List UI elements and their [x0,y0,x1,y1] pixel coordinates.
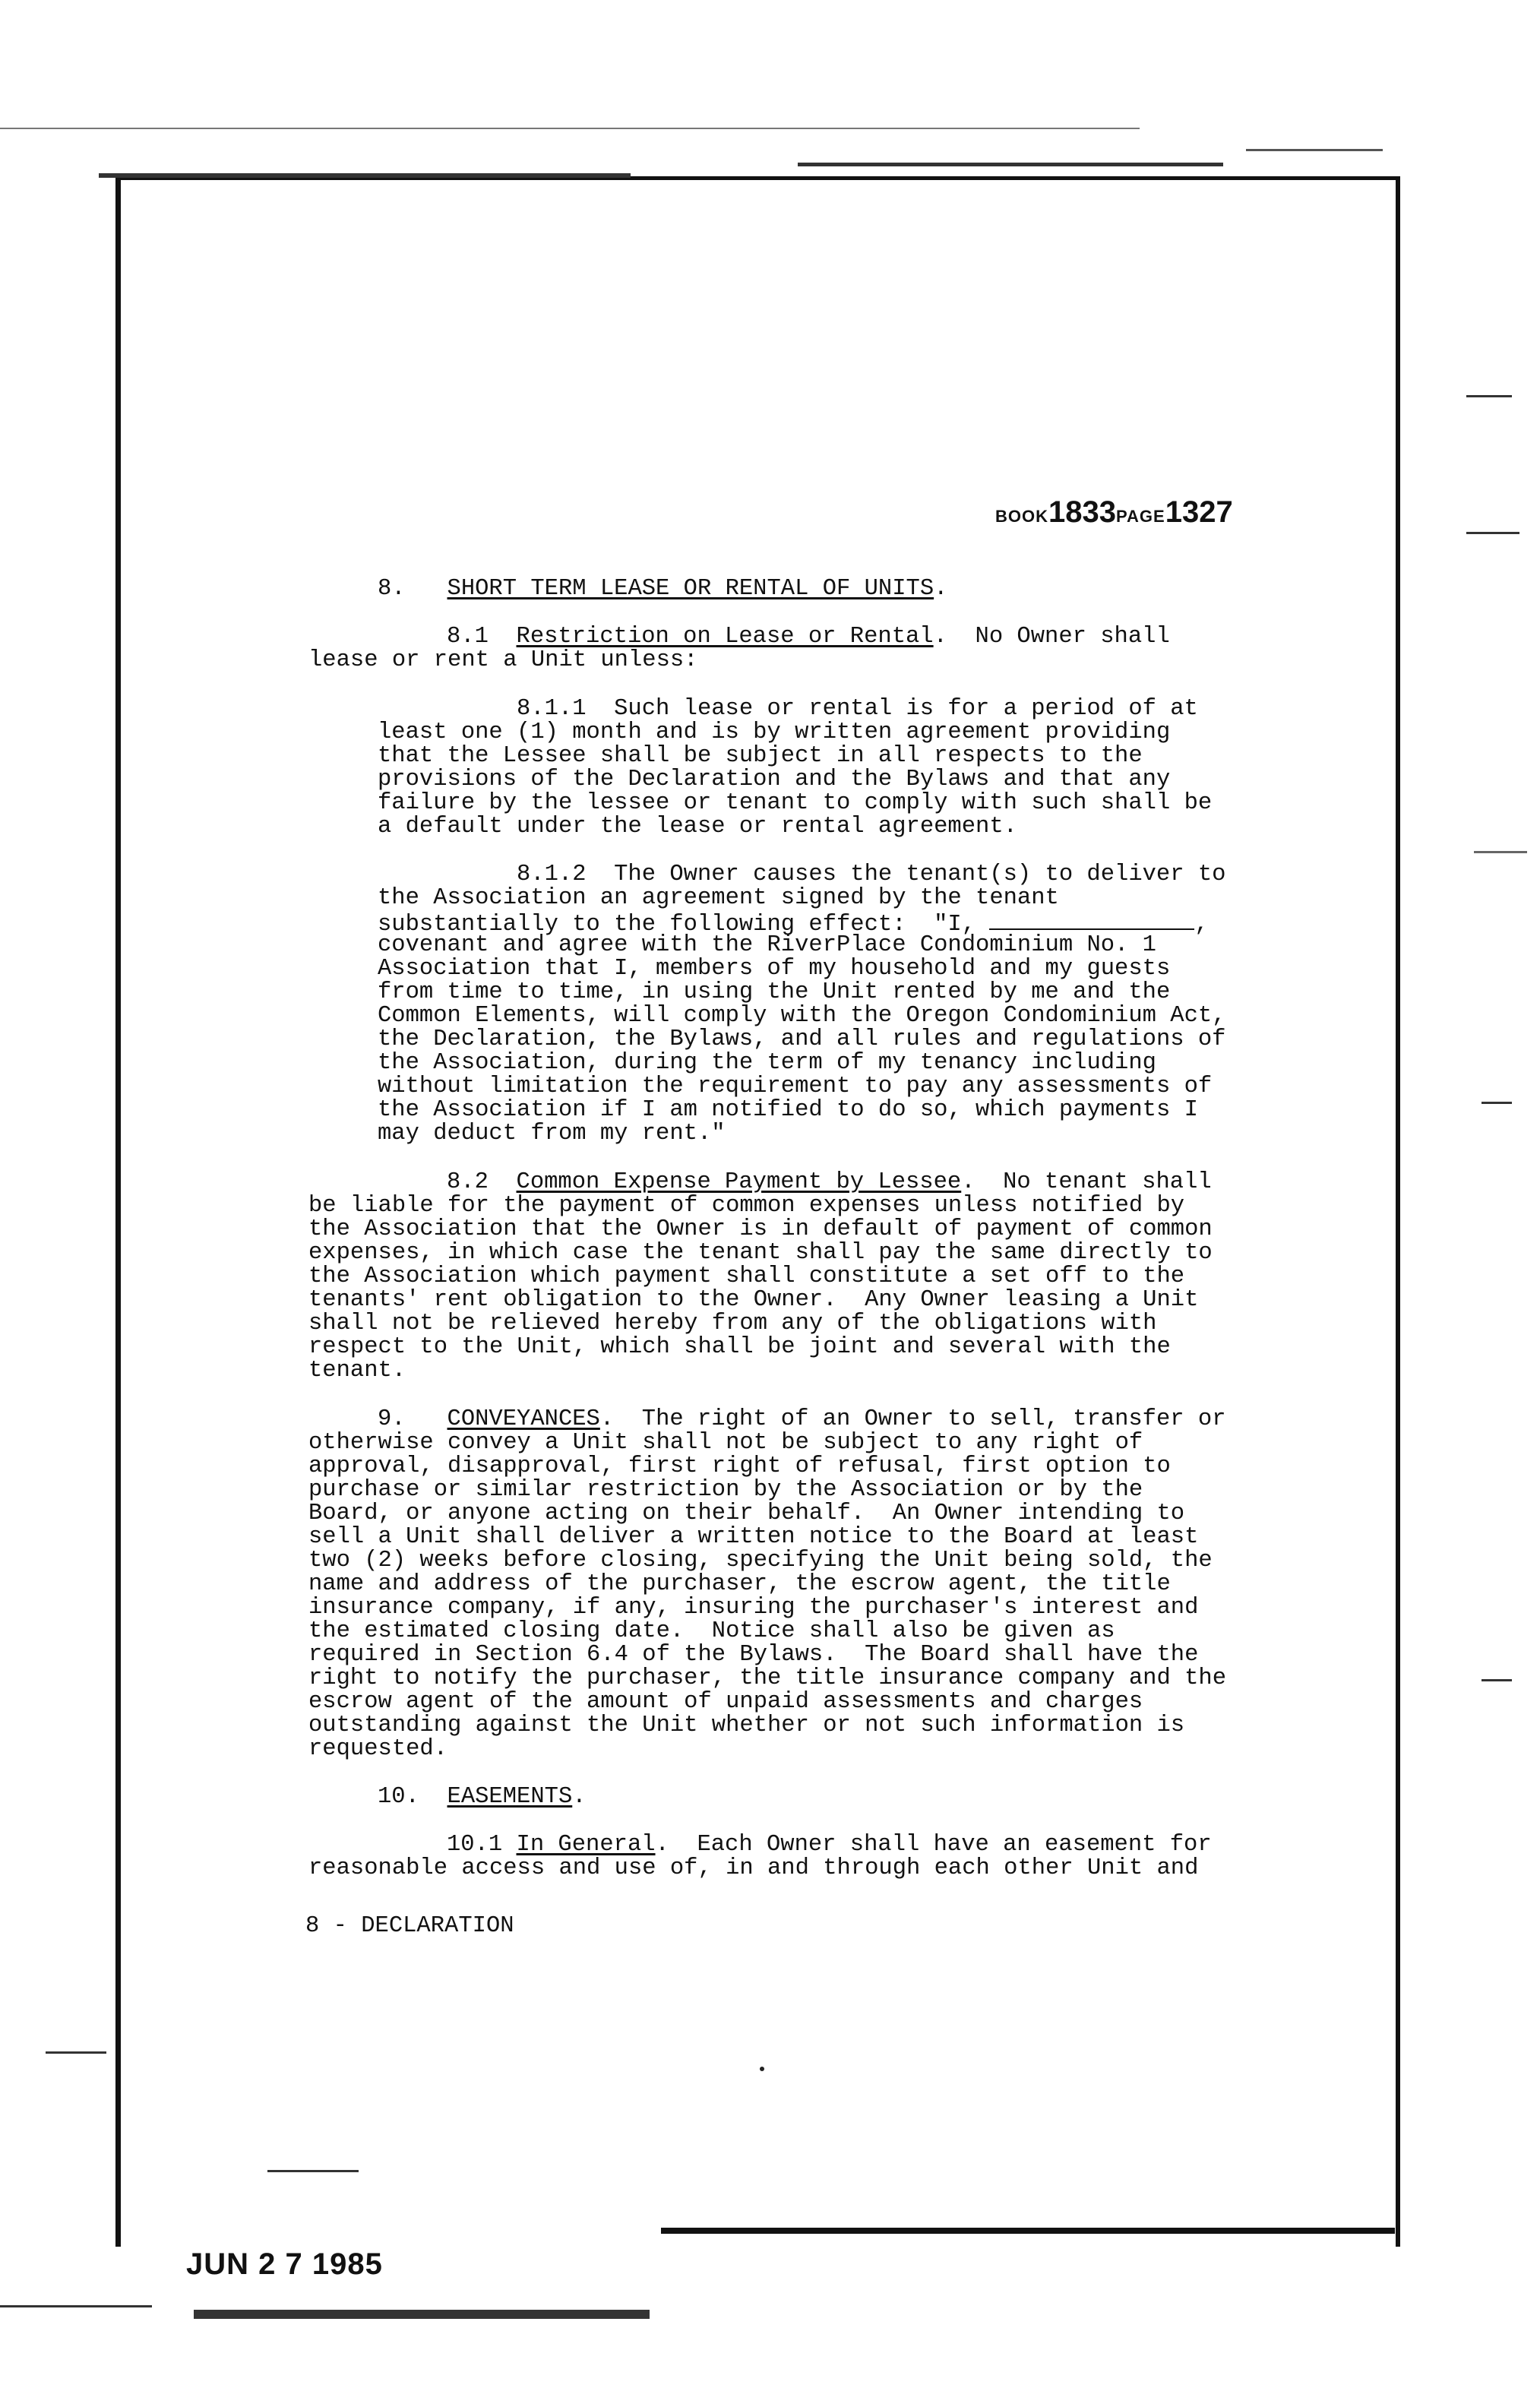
scan-artifact [99,173,631,178]
section-8-heading: 8. SHORT TERM LEASE OR RENTAL OF UNITS. [378,576,948,602]
text-line: the Association, during the term of my tenancy including [378,1050,1156,1076]
section-9-heading: 9. CONVEYANCES. The right of an Owner to sell, transfer or [378,1406,1226,1432]
scan-artifact [798,163,1223,166]
text-line: be liable for the payment of common expenses unless notified by [308,1193,1185,1219]
text-line: outstanding against the Unit whether or not such information is [308,1713,1185,1738]
text-line: tenant. [308,1358,406,1384]
text-line: purchase or similar restriction by the Association or by the [308,1477,1143,1503]
scan-artifact [0,128,1140,129]
text-line: that the Lessee shall be subject in all respects to the [378,743,1143,769]
text-line: tenants' rent obligation to the Owner. Any Owner leasing a Unit [308,1287,1199,1313]
scan-artifact [267,2170,359,2172]
page-label: PAGE [1115,507,1165,526]
scan-artifact [0,2305,152,2307]
book-number: 1833 [1048,495,1116,529]
text-line: name and address of the purchaser, the escrow agent, the title [308,1571,1171,1597]
text-line: reasonable access and use of, in and through each other Unit and [308,1855,1199,1881]
text-line: right to notify the purchaser, the title insurance company and the [308,1665,1226,1691]
text-line: 8.1.1 Such lease or rental is for a period of at [517,696,1198,722]
text-line: covenant and agree with the RiverPlace Condominium No. 1 [378,932,1156,958]
text-line: the Association which payment shall constitute a set off to the [308,1264,1185,1289]
scan-speck [760,2067,764,2071]
text-line: escrow agent of the amount of unpaid assessments and charges [308,1689,1143,1715]
text-line: expenses, in which case the tenant shall pay the same directly to [308,1240,1213,1266]
section-10-heading: 10. EASEMENTS. [378,1784,587,1810]
text-line: required in Section 6.4 of the Bylaws. The Board shall have the [308,1642,1199,1668]
text-line: least one (1) month and is by written agreement providing [378,720,1171,745]
section-8-1-heading: 8.1 Restriction on Lease or Rental. No Owner shall [447,624,1170,650]
scan-artifact [1466,395,1512,397]
text-line: otherwise convey a Unit shall not be subject to any right of [308,1430,1143,1456]
text-line: approval, disapproval, first right of refusal, first option to [308,1453,1171,1479]
text-line: the Association an agreement signed by the tenant [378,885,1059,911]
text-line: sell a Unit shall deliver a written notice to the Board at least [308,1524,1199,1550]
text-line: the estimated closing date. Notice shall also be given as [308,1618,1115,1644]
scan-artifact [1481,1679,1512,1681]
text-line: provisions of the Declaration and the Bylaws and that any [378,767,1171,792]
text-line: Board, or anyone acting on their behalf. An Owner intending to [308,1501,1185,1526]
tenant-name-line: substantially to the following effect: "I, , [378,912,1209,938]
section-10-1-heading: 10.1 In General. Each Owner shall have an easement for [447,1832,1212,1858]
text-line: insurance company, if any, insuring the purchaser's interest and [308,1595,1199,1621]
recording-date-stamp: JUN 2 7 1985 [186,2247,383,2281]
scan-artifact [46,2051,106,2054]
scan-artifact [1246,149,1383,151]
text-line: a default under the lease or rental agreement. [378,814,1017,840]
page-number: 1327 [1165,495,1233,529]
text-line: two (2) weeks before closing, specifying the Unit being sold, the [308,1548,1213,1574]
text-line: respect to the Unit, which shall be joint and several with the [308,1334,1171,1360]
text-line: the Association if I am notified to do so, which payments I [378,1097,1198,1123]
text-line: Association that I, members of my household and my guests [378,956,1171,982]
text-line: 8.1.2 The Owner causes the tenant(s) to deliver to [517,862,1226,887]
scan-artifact [1474,851,1527,853]
page-border-bottom [661,2228,1395,2234]
stamp-smudge [194,2310,650,2319]
scan-artifact [1481,1102,1512,1104]
text-line: Common Elements, will comply with the Oregon Condominium Act, [378,1003,1226,1029]
book-label: BOOK [995,507,1048,526]
text-line: shall not be relieved hereby from any of the obligations with [308,1311,1157,1336]
text-line: requested. [308,1736,448,1762]
section-8-2-heading: 8.2 Common Expense Payment by Lessee. No tenant shall [447,1169,1212,1195]
text-line: failure by the lessee or tenant to comply with such shall be [378,790,1213,816]
text-line: the Declaration, the Bylaws, and all rules and regulations of [378,1026,1226,1052]
tenant-name-blank [989,910,1194,930]
text-line: from time to time, in using the Unit rented by me and the [378,979,1171,1005]
text-line: the Association that the Owner is in default of payment of common [308,1216,1213,1242]
page-footer: 8 - DECLARATION [305,1913,514,1939]
scan-artifact [1466,532,1519,534]
book-page-reference [995,495,1233,530]
text-line: lease or rent a Unit unless: [308,647,698,673]
text-line: without limitation the requirement to pay any assessments of [378,1074,1213,1099]
text-line: may deduct from my rent." [378,1121,726,1147]
